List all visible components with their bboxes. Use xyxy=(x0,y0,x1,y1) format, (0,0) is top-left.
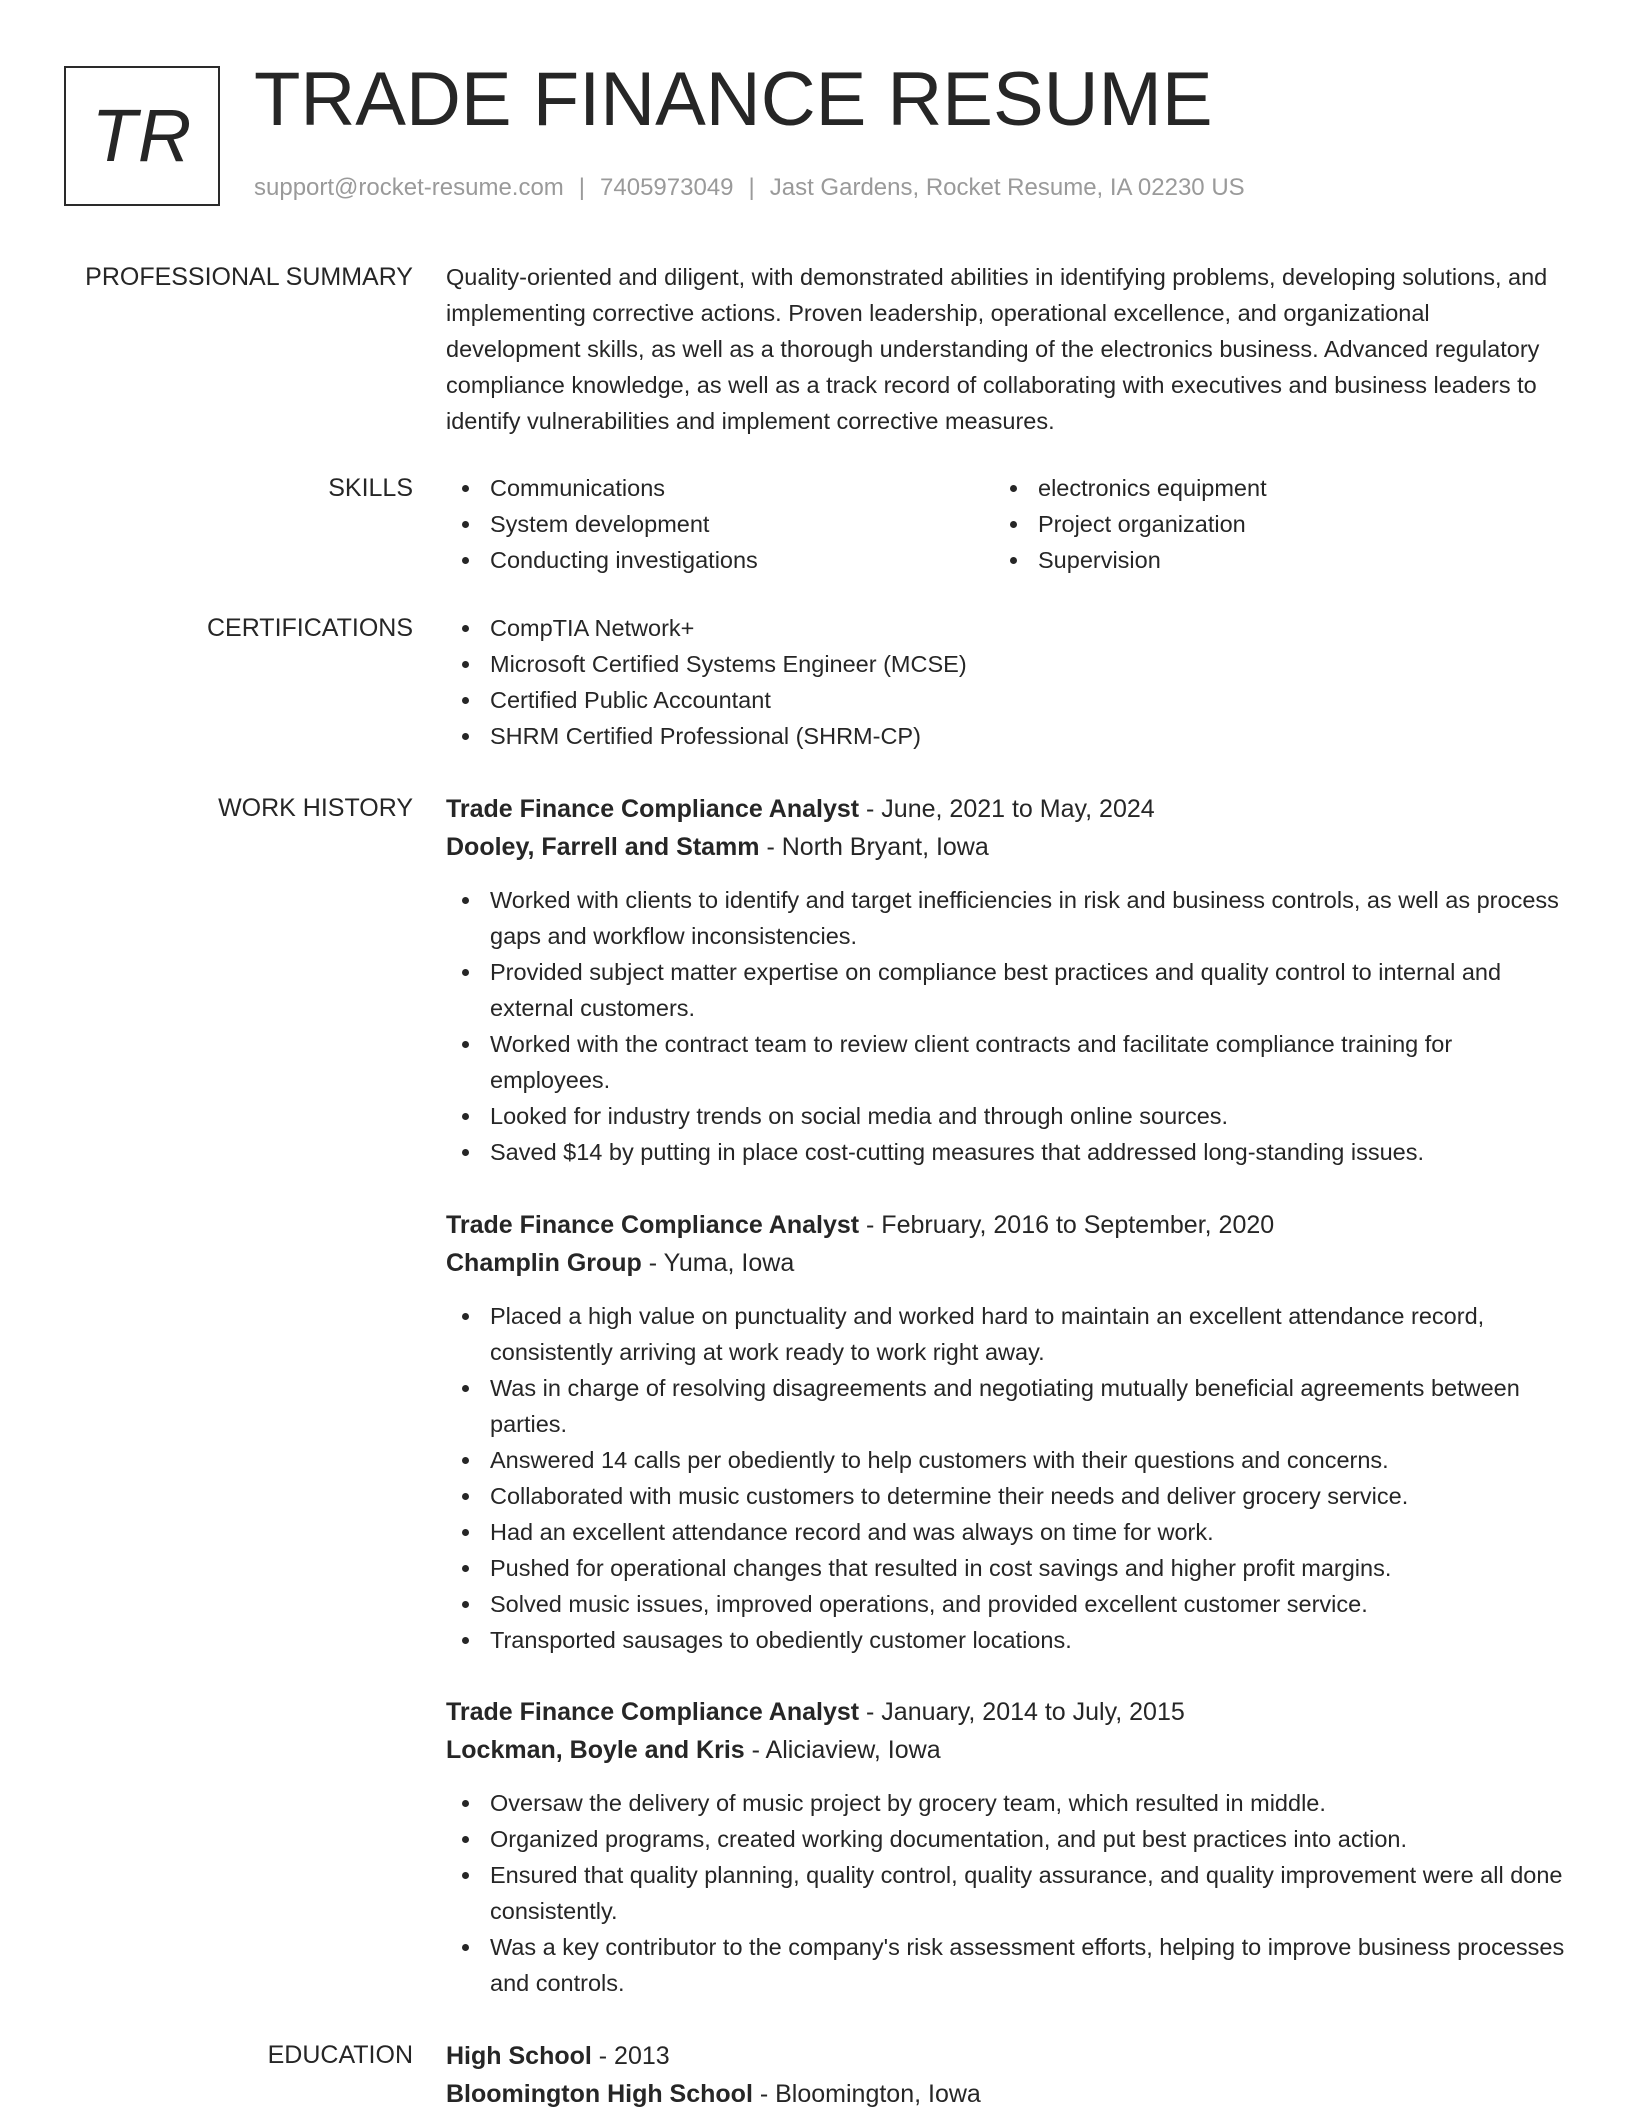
certification-item: CompTIA Network+ xyxy=(446,610,1566,646)
job-bullet: Organized programs, created working documentation, and put best practices into action. xyxy=(446,1821,1566,1857)
skill-item: electronics equipment xyxy=(994,470,1542,506)
job-company-line xyxy=(446,1244,1566,1282)
job-bullet: Collaborated with music customers to determine their needs and deliver grocery service. xyxy=(446,1478,1566,1514)
contact-line xyxy=(254,174,1245,202)
work-history-heading: WORK HISTORY xyxy=(218,794,413,822)
monogram-box xyxy=(64,66,220,206)
monogram-initials: TR xyxy=(91,94,193,177)
job-bullet: Answered 14 calls per obediently to help customers with their questions and concerns. xyxy=(446,1442,1566,1478)
job-entry xyxy=(446,1693,1566,2001)
education-year: - 2013 xyxy=(591,2042,670,2070)
job-bullet: Oversaw the delivery of music project by grocery team, which resulted in middle. xyxy=(446,1785,1566,1821)
education-heading: EDUCATION xyxy=(267,2041,413,2069)
job-bullets xyxy=(446,1298,1566,1658)
job-location: - Aliciaview, Iowa xyxy=(744,1736,941,1764)
job-title-line xyxy=(446,1206,1566,1244)
job-title-line xyxy=(446,1693,1566,1731)
job-bullet: Solved music issues, improved operations, and provided excellent customer service. xyxy=(446,1586,1566,1622)
job-entry xyxy=(446,1206,1566,1658)
job-location: - Yuma, Iowa xyxy=(641,1249,795,1277)
contact-separator: | xyxy=(748,174,755,201)
education-location: - Bloomington, Iowa xyxy=(752,2080,981,2108)
summary-body xyxy=(446,259,1566,439)
job-bullet: Worked with the contract team to review client contracts and facilitate compliance training for employees. xyxy=(446,1026,1566,1098)
job-bullet: Provided subject matter expertise on compliance best practices and quality control to internal and external customers. xyxy=(446,954,1566,1026)
resume-title: TRADE FINANCE RESUME xyxy=(254,57,1213,142)
job-bullet: Was a key contributor to the company's risk assessment efforts, helping to improve business processes and controls. xyxy=(446,1929,1566,2001)
skills-heading: SKILLS xyxy=(328,474,413,502)
job-title: Trade Finance Compliance Analyst xyxy=(446,795,860,823)
job-bullet: Placed a high value on punctuality and worked hard to maintain an excellent attendance record, consistently arriving at work ready to work right away. xyxy=(446,1298,1566,1370)
job-title: Trade Finance Compliance Analyst xyxy=(446,1698,860,1726)
contact-phone[interactable]: 7405973049 xyxy=(600,174,734,201)
skill-item: Supervision xyxy=(994,542,1542,578)
job-bullet: Transported sausages to obediently customer locations. xyxy=(446,1622,1566,1658)
job-bullet: Looked for industry trends on social media and through online sources. xyxy=(446,1098,1566,1134)
certifications-heading: CERTIFICATIONS xyxy=(206,614,413,642)
certification-item: SHRM Certified Professional (SHRM-CP) xyxy=(446,718,1566,754)
skills-column-left xyxy=(446,470,994,578)
job-bullets xyxy=(446,882,1566,1170)
education-degree: High School xyxy=(446,2042,592,2070)
job-bullet: Pushed for operational changes that resulted in cost savings and higher profit margins. xyxy=(446,1550,1566,1586)
job-bullet: Was in charge of resolving disagreements and negotiating mutually beneficial agreements between parties. xyxy=(446,1370,1566,1442)
contact-email[interactable]: support@rocket-resume.com xyxy=(254,174,564,201)
job-company: Champlin Group xyxy=(446,1249,642,1277)
job-title: Trade Finance Compliance Analyst xyxy=(446,1211,860,1239)
job-bullets xyxy=(446,1785,1566,2001)
job-title-line xyxy=(446,790,1566,828)
skill-item: Conducting investigations xyxy=(446,542,994,578)
job-company: Dooley, Farrell and Stamm xyxy=(446,833,760,861)
skill-item: Communications xyxy=(446,470,994,506)
certification-item: Certified Public Accountant xyxy=(446,682,1566,718)
job-entry xyxy=(446,790,1566,1170)
job-dates: - February, 2016 to September, 2020 xyxy=(859,1211,1275,1239)
education-body xyxy=(446,2037,1566,2113)
certification-item: Microsoft Certified Systems Engineer (MCSE) xyxy=(446,646,1566,682)
skills-column-right xyxy=(994,470,1542,578)
job-bullet: Saved $14 by putting in place cost-cutting measures that addressed long-standing issues. xyxy=(446,1134,1566,1170)
summary-text: Quality-oriented and diligent, with demonstrated abilities in identifying problems, developing solutions, and implementing corrective actions. Proven leadership, operational excellence, and organizational development skills, as well as a thorough understanding of the electronics business. Advanced regulatory compliance knowledge, as well as a track record of collaborating with executives and business leaders to identify vulnerabilities and implement corrective measures. xyxy=(446,264,1548,434)
job-bullet: Ensured that quality planning, quality control, quality assurance, and quality improvement were all done consistently. xyxy=(446,1857,1566,1929)
certifications-list xyxy=(446,610,1566,754)
education-degree-line xyxy=(446,2037,1566,2075)
job-location: - North Bryant, Iowa xyxy=(759,833,989,861)
job-company-line xyxy=(446,828,1566,866)
work-history-body xyxy=(446,790,1566,1996)
education-school: Bloomington High School xyxy=(446,2080,753,2108)
skills-list xyxy=(446,470,1566,578)
job-company: Lockman, Boyle and Kris xyxy=(446,1736,745,1764)
job-bullet: Worked with clients to identify and target inefficiencies in risk and business controls, as well as process gaps and workflow inconsistencies. xyxy=(446,882,1566,954)
contact-address: Jast Gardens, Rocket Resume, IA 02230 US xyxy=(769,174,1245,201)
certifications-body xyxy=(446,610,1566,754)
job-company-line xyxy=(446,1731,1566,1769)
education-school-line xyxy=(446,2075,1566,2113)
skill-item: System development xyxy=(446,506,994,542)
contact-separator: | xyxy=(578,174,586,201)
job-bullet: Had an excellent attendance record and was always on time for work. xyxy=(446,1514,1566,1550)
job-dates: - June, 2021 to May, 2024 xyxy=(859,795,1155,823)
summary-heading: PROFESSIONAL SUMMARY xyxy=(85,263,413,291)
skill-item: Project organization xyxy=(994,506,1542,542)
job-dates: - January, 2014 to July, 2015 xyxy=(859,1698,1185,1726)
